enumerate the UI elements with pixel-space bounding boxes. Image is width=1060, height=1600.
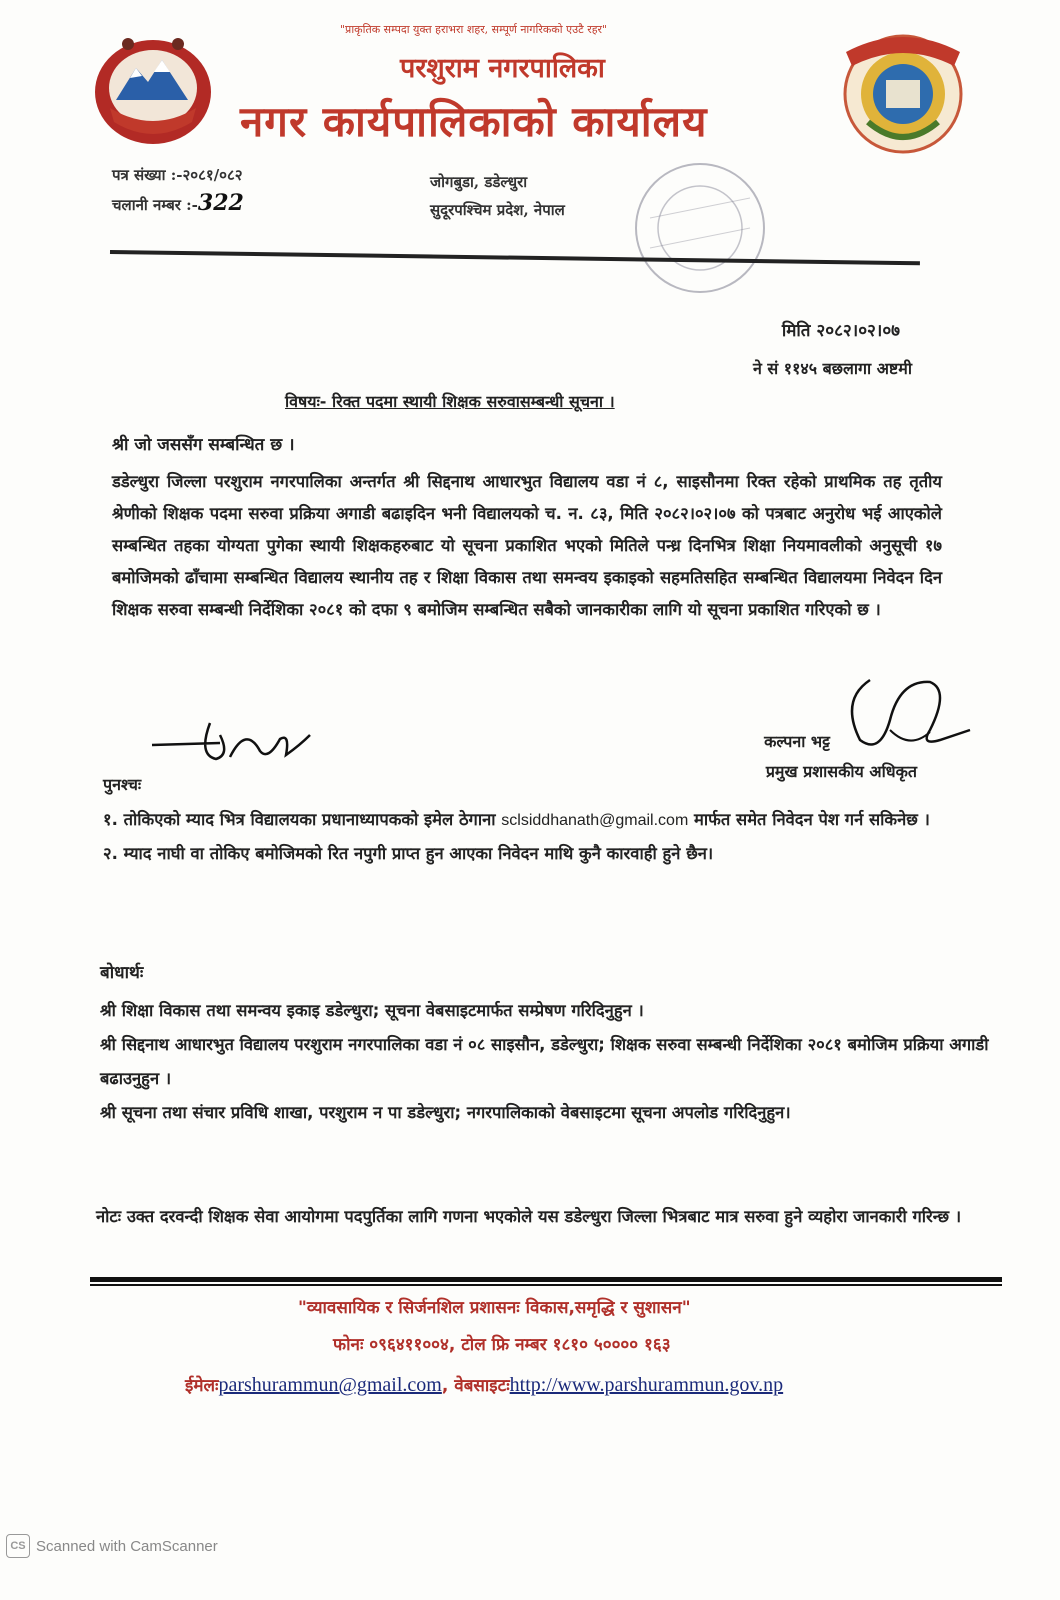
- footer-divider: [90, 1277, 1002, 1282]
- signature-mark: [830, 660, 980, 770]
- note-paragraph: [96, 1200, 996, 1234]
- note-label: नोटः: [96, 1207, 122, 1226]
- footer-divider-thin: [90, 1284, 1002, 1286]
- address-line-1: जोगबुडा, डडेल्धुरा: [430, 173, 528, 191]
- copy-to-list: [100, 994, 992, 1130]
- footer-motto: "व्यावसायिक र सिर्जनशिल प्रशासनः विकास,समृद्धि र सुशासन": [298, 1298, 691, 1318]
- camscanner-watermark: [6, 1534, 218, 1558]
- letterhead-motto: "प्राकृतिक सम्पदा युक्त हराभरा शहर, सम्पूर्ण नागरिकको एउटै रहर": [340, 23, 608, 36]
- list-item: श्री सूचना तथा संचार प्रविधि शाखा, परशुराम न पा डडेल्धुरा; नगरपालिकाको वेबसाइटमा सूचना अपलोड गरिदिनुहुन।: [100, 1103, 791, 1122]
- postscript-item: १. तोकिएको म्याद भित्र विद्यालयका प्रधानाध्यापकको इमेल ठेगाना sclsiddhanath@gmail.com मार्फत समेत निवेदन पेश गर्न सकिनेछ ।: [103, 810, 930, 829]
- copy-to-title: बोधार्थः: [100, 963, 144, 983]
- email-label: ईमेलः: [185, 1376, 219, 1396]
- signature-mark: [150, 715, 330, 775]
- note-text: उक्त दरवन्दी शिक्षक सेवा आयोगमा पदपुर्तिका लागि गणना भएकोले यस डडेल्धुरा जिल्ला भित्रबाट मात्र सरुवा हुने व्यहोरा जानकारी गरिन्छ ।: [121, 1207, 962, 1226]
- municipality-logo-icon: [838, 22, 968, 162]
- letter-number: पत्र संख्या :-२०८१/०८२: [112, 166, 243, 184]
- office-email-link[interactable]: parshurammun@gmail.com: [218, 1374, 442, 1396]
- dispatch-label: चलानी नम्बर :-: [112, 196, 198, 214]
- website-link[interactable]: http://www.parshurammun.gov.np: [509, 1374, 784, 1396]
- salutation: श्री जो जससँग सम्बन्धित छ ।: [112, 435, 295, 455]
- postscript-list: [103, 803, 963, 870]
- signatory-title: प्रमुख प्रशासकीय अधिकृत: [765, 762, 917, 781]
- camscanner-logo-icon: CS: [6, 1534, 30, 1558]
- signatory-name: कल्पना भट्ट: [764, 732, 830, 751]
- nepal-emblem-icon: [88, 30, 218, 148]
- footer-contact: [185, 1372, 783, 1397]
- list-item: श्री शिक्षा विकास तथा समन्वय इकाइ डडेल्धुरा; सूचना वेबसाइटमार्फत सम्प्रेषण गरिदिनुहुन ।: [100, 1001, 644, 1020]
- footer-phone: फोनः ०९६४११००४, टोल फ्रि नम्बर १८१० ५०००० १६३: [333, 1335, 671, 1355]
- office-stamp-icon: [630, 158, 770, 298]
- nepal-sambat-date: ने सं ११४५ बछलागा अष्टमी: [752, 359, 912, 378]
- list-item: श्री सिद्दनाथ आधारभुत विद्यालय परशुराम नगरपालिका वडा नं ०८ साइसौन, डडेल्धुरा; शिक्षक सरुवा सम्बन्धी निर्देशिका २०८१ बमोजिम प्रक्रिया अगाडी बढाउनुहुन ।: [100, 1035, 989, 1088]
- website-label: , वेबसाइटः: [441, 1376, 510, 1396]
- letter-subject: विषयः- रिक्त पदमा स्थायी शिक्षक सरुवासम्बन्धी सूचना ।: [285, 392, 615, 411]
- letter-body: डडेल्धुरा जिल्ला परशुराम नगरपालिका अन्तर्गत श्री सिद्दनाथ आधारभुत विद्यालय वडा नं ८, साइसौनमा रिक्त रहेको प्राथमिक तह तृतीय श्रेणीको शिक्षक पदमा सरुवा प्रक्रिया अगाडी बढाइदिन भनी विद्यालयको च. न. ८३, मिति २०८२।०२।०७ को पत्रबाट अनुरोध भई आएकोले सम्बन्धित तहका योग्यता पुगेका स्थायी शिक्षकहरुबाट यो सूचना प्रकाशित भएको मितिले पन्ध्र दिनभित्र शिक्षा नियमावलीको अनुसूची १७ बमोजिमको ढाँचामा सम्बन्धित विद्यालय स्थानीय तह र शिक्षा विकास तथा समन्वय इकाइको सहमतिसहित सम्बन्धित विद्यालयमा निवेदन दिन शिक्षक सरुवा सम्बन्धी निर्देशिका २०८१ को दफा ९ बमोजिम सम्बन्धित सबैको जानकारीका लागि यो सूचना प्रकाशित गरिएको छ ।: [112, 472, 942, 619]
- watermark-text: Scanned with CamScanner: [36, 1537, 218, 1555]
- dispatch-number-row: [112, 190, 244, 216]
- dispatch-number: 322: [197, 190, 244, 216]
- postscript-title: पुनश्चः: [103, 775, 142, 794]
- letter-date: मिति २०८२।०२।०७: [781, 321, 900, 341]
- header-divider: [110, 250, 920, 265]
- municipality-name: परशुराम नगरपालिका: [400, 53, 605, 84]
- address-line-2: सुदूरपश्चिम प्रदेश, नेपाल: [430, 201, 565, 219]
- school-email[interactable]: sclsiddhanath@gmail.com: [501, 812, 689, 829]
- postscript-item: २. म्याद नाघी वा तोकिए बमोजिमको रित नपुगी प्राप्त हुन आएका निवेदन माथि कुनै कारवाही हुने छैन।: [103, 844, 714, 863]
- office-title: नगर कार्यपालिकाको कार्यालय: [240, 97, 708, 146]
